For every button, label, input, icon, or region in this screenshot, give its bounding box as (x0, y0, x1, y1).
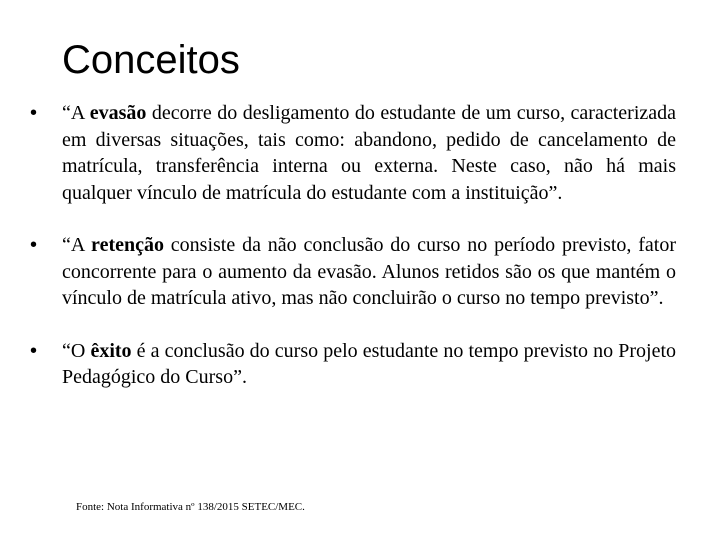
bullet-evasao (30, 100, 676, 206)
bullet-text-after: consiste da não conclusão do curso no período previsto, fator concorrente para o aumento da evasão. Alunos retidos são os que mantém o vínculo de matrícula ativo, mas não concluirão o curso no tempo previsto”. (62, 234, 676, 309)
bullet-list (30, 100, 676, 391)
bullet-text-after: é a conclusão do curso pelo estudante no tempo previsto no Projeto Pedagógico do Curso”. (62, 339, 677, 388)
bullet-point-icon: • (30, 339, 38, 362)
bullet-keyword: êxito (90, 339, 132, 362)
bullet-point-icon: • (30, 102, 38, 124)
bullet-point-icon: • (30, 234, 38, 256)
bullet-text-before: “A (62, 234, 92, 256)
bullet-retencao (30, 232, 676, 312)
bullet-text-before: “A (62, 102, 90, 124)
bullet-text-before: “O (62, 339, 91, 362)
bullet-keyword: retenção (91, 234, 164, 256)
bullet-keyword: evasão (89, 102, 147, 124)
source-note: Fonte: Nota Informativa nº 138/2015 SETEC/MEC. (76, 501, 305, 513)
slide-title: Conceitos (62, 38, 240, 82)
bullet-text-after: decorre do desligamento do estudante de um curso, caracterizada em diversas situações, tais como: abandono, pedido de cancelamento de matrícula, transferência interna ou externa. Neste caso, não há mais qualquer vínculo de matrícula do estudante com a instituição”. (62, 102, 677, 204)
bullet-exito (30, 338, 676, 391)
